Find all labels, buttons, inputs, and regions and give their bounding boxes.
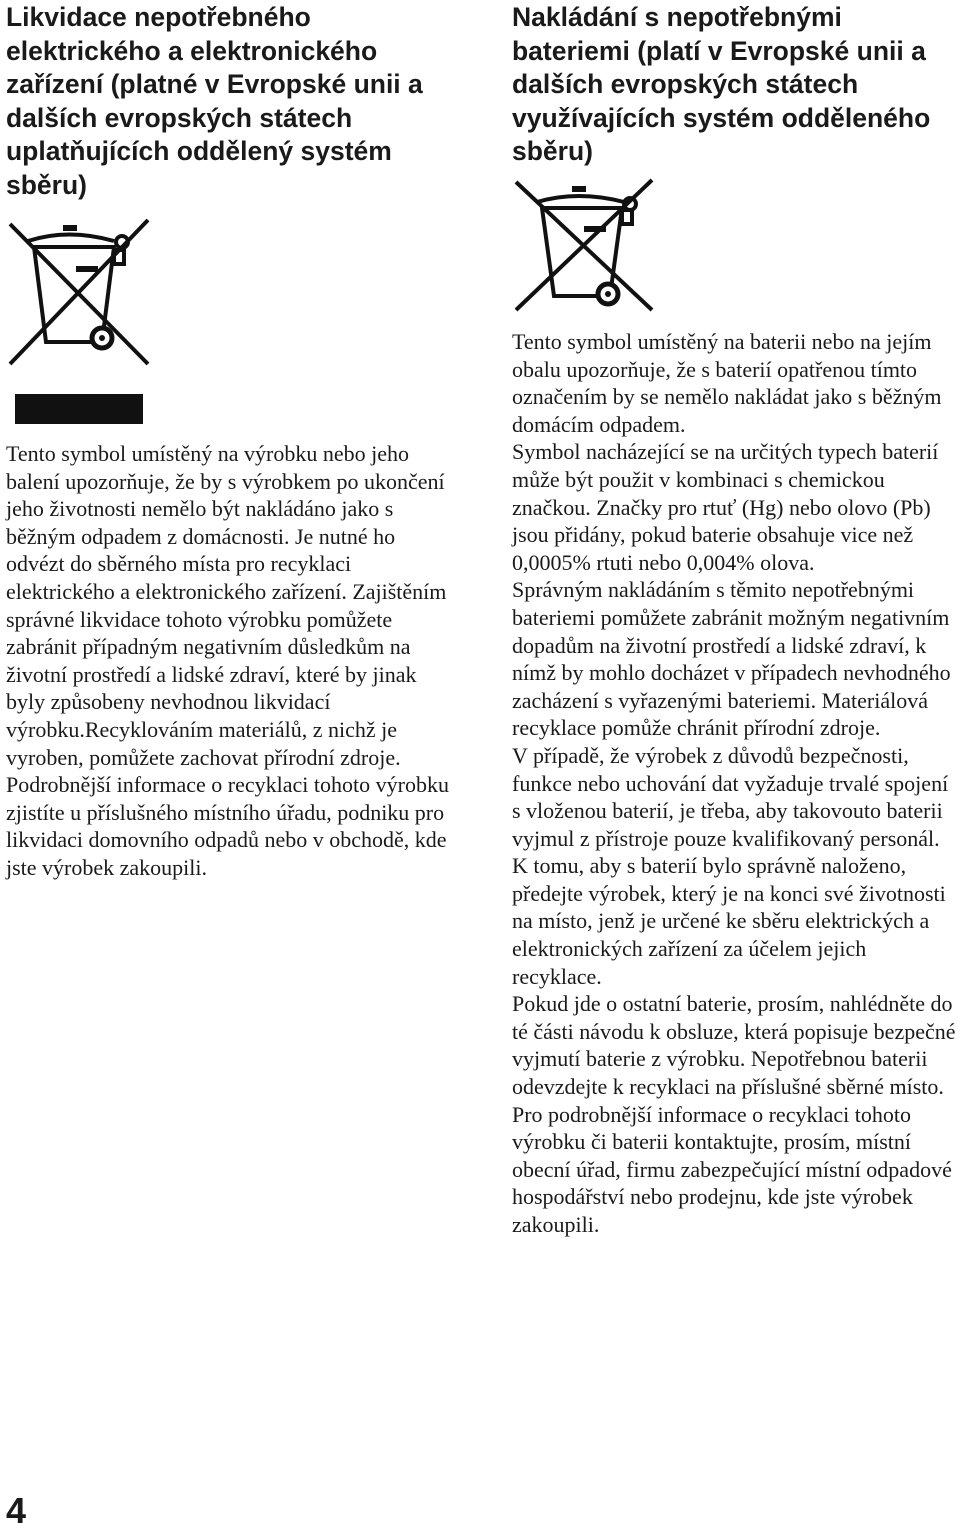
battery-heading: Nakládání s nepotřebnými bateriemi (platí v Evropské unii a dalších evropských státech využívajících systém odděleného sběru) — [512, 2, 931, 166]
battery-paragraph-5: K tomu, aby s baterií bylo správně naloženo, předejte výrobek, který je na konci své životnosti na místo, jenž je určené ke sběru elektrických a elektronických zařízení za účelem jejich recyklace. — [512, 853, 946, 989]
battery-paragraph-7: Pro podrobnější informace o recyklaci tohoto výrobku či baterii kontaktujte, prosím, místní obecní úřad, firmu zabezpečující místní odpadové hospodářství nebo prodejnu, kde jste výrobek zakoupili. — [512, 1101, 952, 1237]
crossed-out-wheelie-bin-icon — [6, 214, 156, 374]
separate-collection-bar — [15, 394, 143, 424]
weee-section — [6, 0, 458, 880]
crossed-out-wheelie-bin-icon — [512, 176, 662, 316]
weee-paragraph: Tento symbol umístěný na výrobku nebo jeho balení upozorňuje, že by s výrobkem po ukončení jeho životnosti nemělo být nakládáno jako s běžným odpadem z domácnosti. Je nutné ho odvézt do sběrného místa pro recyklaci elektrického a elektronického zařízení. Zajištěním správné likvidace tohoto výrobku pomůžete zabránit případným negativním důsledkům na životní prostředí a lidské zdraví, které by jinak byly způsobeny nevhodnou likvidací výrobku.Recyklováním materiálů, z nichž je vyroben, pomůžete zachovat přírodní zdroje. Podrobnější informace o recyklaci tohoto výrobku zjistíte u příslušného místního úřadu, podniku pro likvidaci domovního odpadů nebo v obchodě, kde jste výrobek zakoupili. — [6, 441, 449, 880]
battery-body — [512, 328, 960, 1239]
page-number: 4 — [6, 1490, 27, 1531]
weee-heading: Likvidace nepotřebného elektrického a elektronického zařízení (platné v Evropské unii a dalších evropských státech uplatňujících oddělený systém sběru) — [6, 2, 423, 200]
battery-paragraph-1: Tento symbol umístěný na baterii nebo na jejím obalu upozorňuje, že s baterií opatřenou tímto označením by se nemělo nakládat jako s běžným domácím odpadem. — [512, 329, 942, 437]
battery-paragraph-3: Správným nakládáním s těmito nepotřebnými bateriemi pomůžete zabránit možným negativním dopadům na životní prostředí a lidské zdraví, k nímž by mohlo docházet v případech nevhodného zacházení s vyřazenými bateriemi. Materiálová recyklace pomůže chránit přírodní zdroje. — [512, 577, 951, 741]
battery-section — [512, 0, 960, 1237]
battery-paragraph-6: Pokud jde o ostatní baterie, prosím, nahlédněte do té části návodu k obsluze, která popisuje bezpečné vyjmutí baterie z výrobku. Nepotřebnou baterii odevzdejte k recyklaci na příslušné sběrné místo. — [512, 991, 956, 1100]
battery-paragraph-2: Symbol nacházející se na určitých typech baterií může být použit v kombinaci s chemickou značkou. Značky pro rtuť (Hg) nebo olovo (Pb) jsou přidány, pokud baterie obsahuje vice než 0,0005% rtuti nebo 0,004% olova. — [512, 439, 939, 575]
weee-body — [6, 440, 458, 882]
battery-paragraph-4: V případě, že výrobek z důvodů bezpečnosti, funkce nebo uchování dat vyžaduje trvalé spojení s vloženou baterií, je třeba, aby takovouto baterii vyjmul z přístroje pouze kvalifikovaný personál. — [512, 742, 949, 851]
